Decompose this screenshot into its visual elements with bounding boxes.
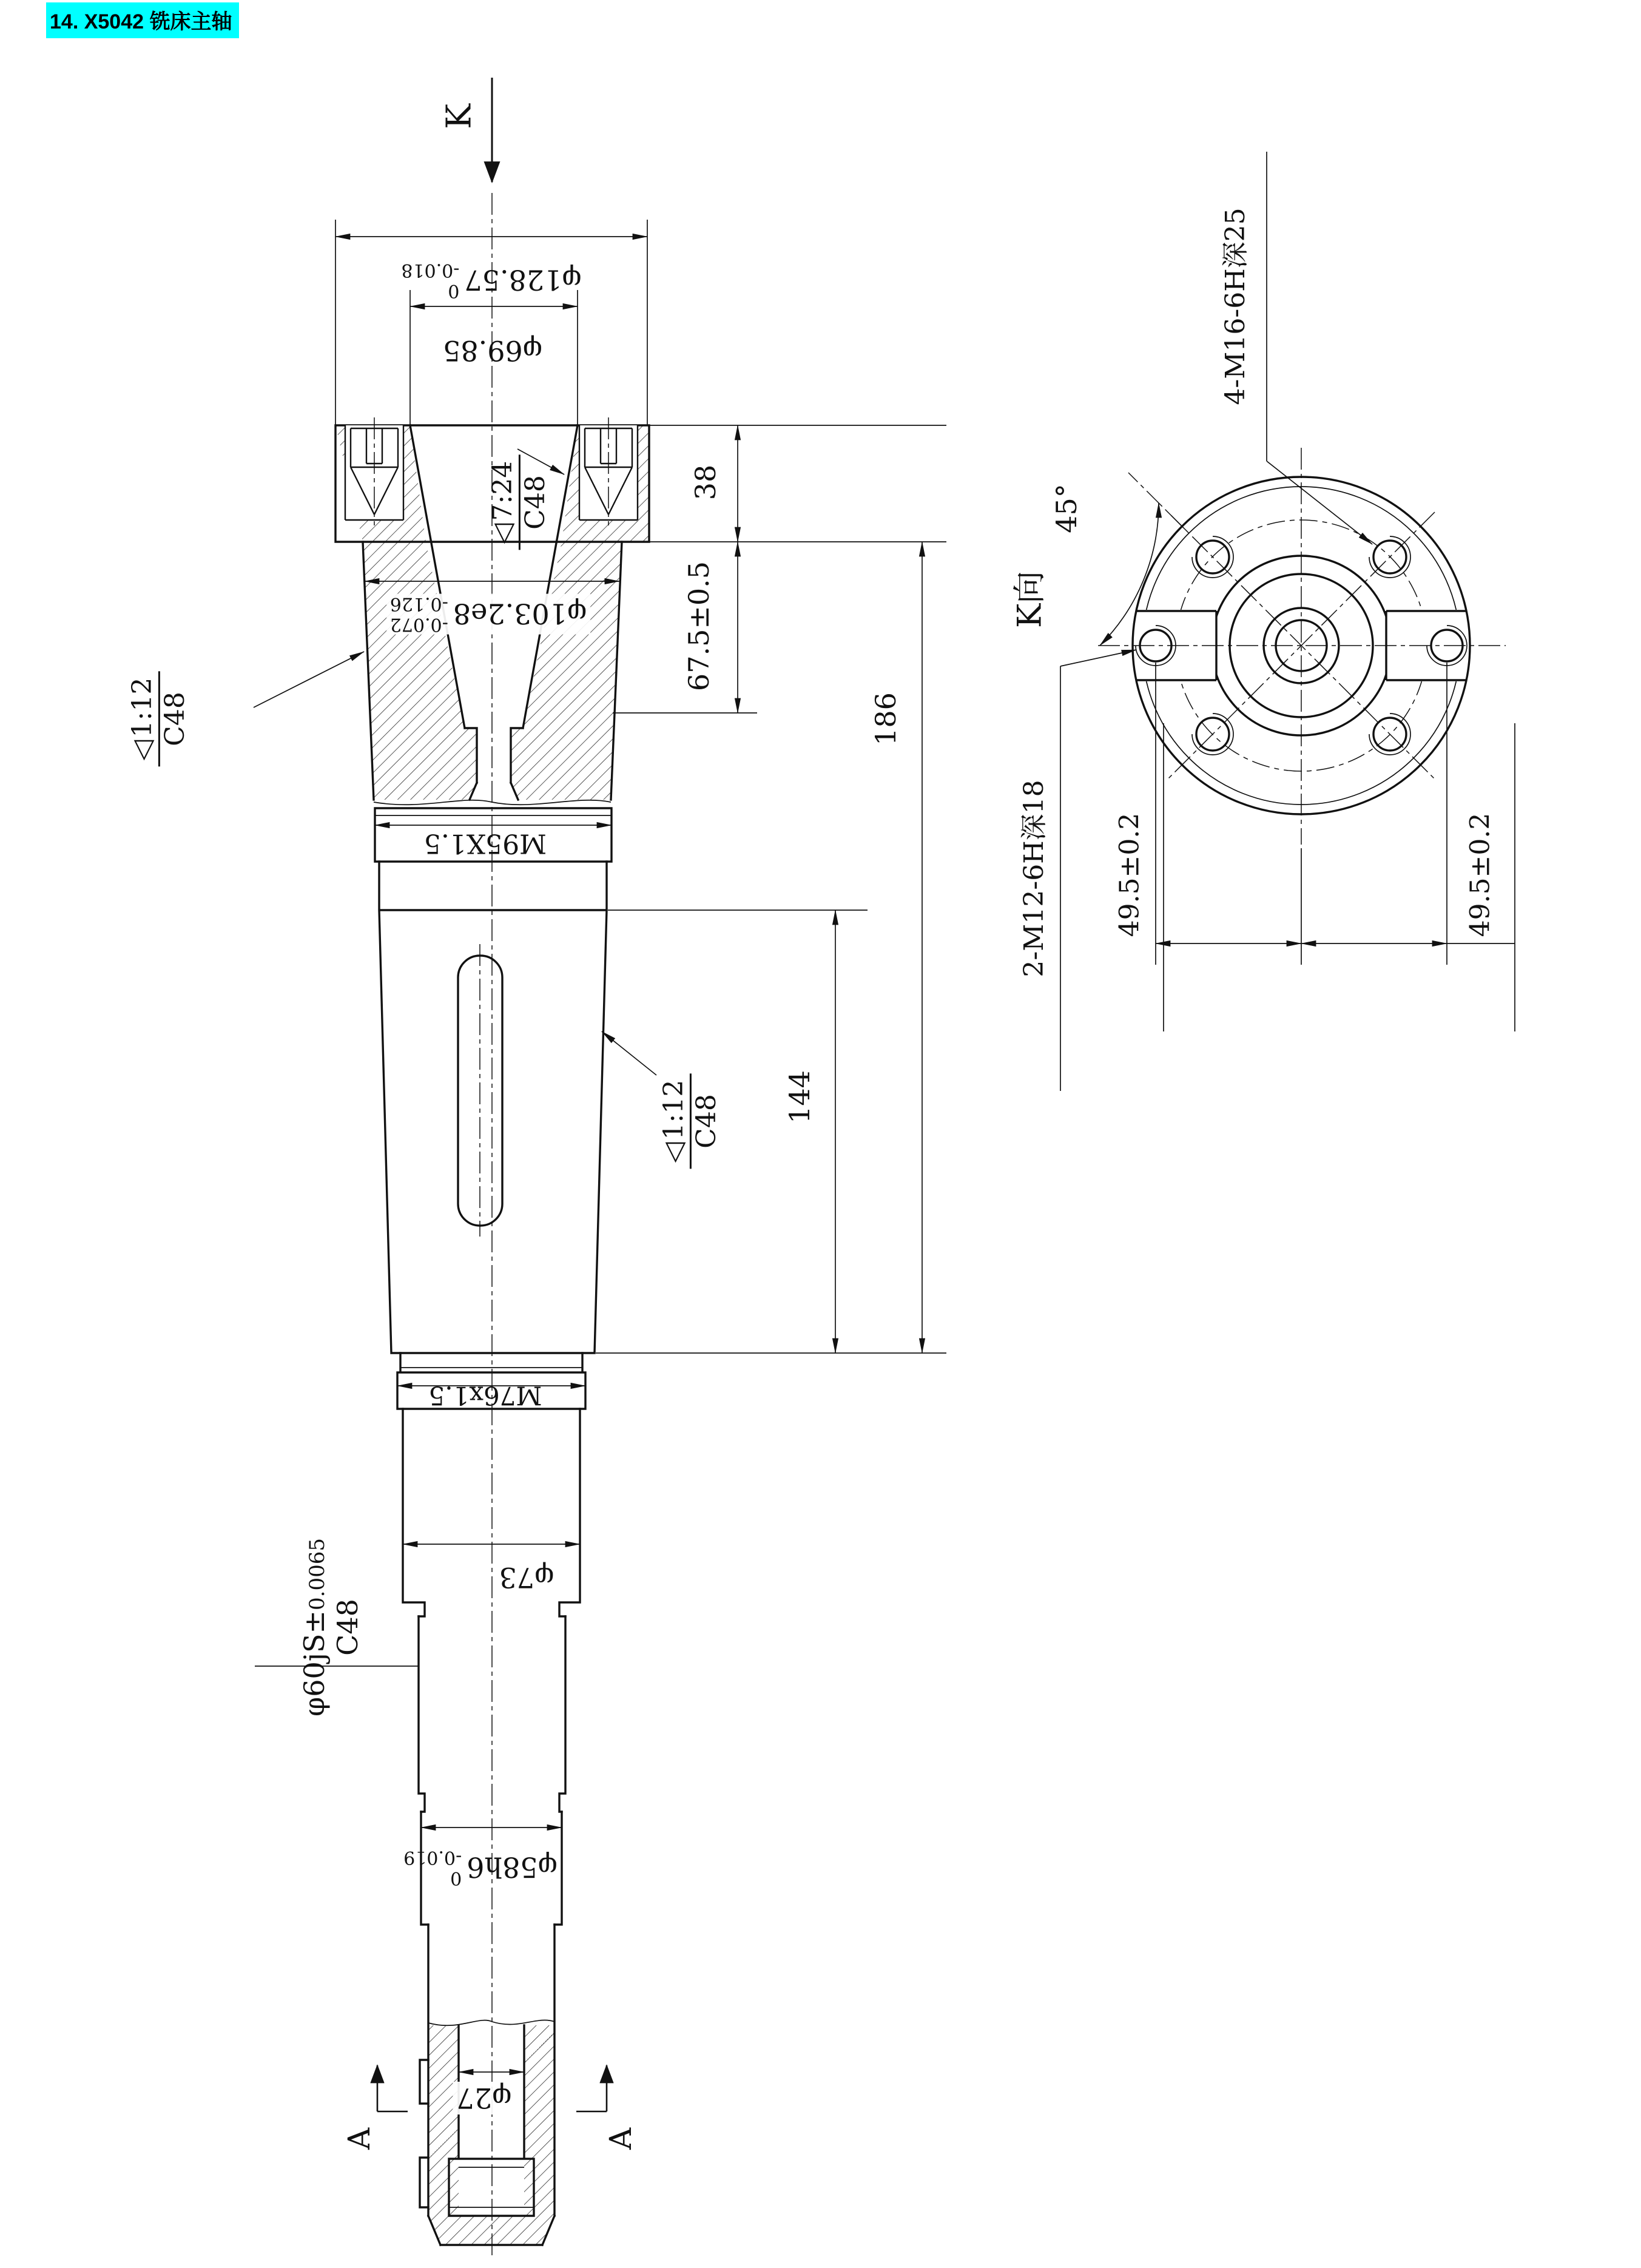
dim-gauge-dia: φ69.85	[443, 334, 542, 367]
dim-flange-thickness: 38	[689, 464, 722, 501]
k-view-label: K向	[1010, 570, 1049, 629]
front-taper-label: ◁ 1:12 C48	[127, 672, 190, 767]
taper-icon: ◁	[487, 523, 518, 544]
dimension-lines	[254, 152, 1515, 2072]
dim-front-journal-tolerance: -0.072 -0.126	[389, 593, 448, 635]
view-arrow-label-k: K	[439, 104, 479, 129]
dim-bore-dia: φ27	[453, 2082, 516, 2114]
k-view-dim-right: 49.5±0.2	[1464, 812, 1496, 937]
dim-length-186: 186	[869, 692, 902, 746]
dim-mid-dia: φ73	[499, 1561, 554, 1594]
k-view-dim-left: 49.5±0.2	[1114, 812, 1145, 937]
dim-rear-journal-tolerance: 0 -0.019	[403, 1847, 462, 1889]
dim-rear-journal-value: φ58h6	[467, 1851, 558, 1884]
k-view-angle-45: 45°	[1050, 484, 1083, 533]
rear-taper-label: ◁ 1:12 C48	[659, 1074, 722, 1169]
dim-gauge-length: 67.5±0.5	[682, 561, 715, 692]
dim-flange-od	[401, 260, 581, 300]
dim-rear-journal	[403, 1847, 558, 1888]
dim-length-144: 144	[783, 1070, 816, 1124]
dim-flange-od-value: φ128.57	[464, 264, 582, 297]
taper-icon: ◁	[126, 740, 158, 761]
k-view-note-m12: 2-M12-6H深18	[1019, 780, 1050, 977]
dim-front-journal-dia	[386, 593, 590, 634]
dim-flange-od-tolerance: 0 -0.018	[401, 260, 460, 302]
page-title: 14. X5042 铣床主轴	[46, 2, 239, 38]
section-label-a-right: A	[603, 2127, 638, 2150]
taper-icon: ◁	[658, 1142, 689, 1163]
bearing-journal-label: φ60jS± 0.0065 C48	[297, 1537, 364, 1717]
internal-taper-label: ◁ 7:24 C48	[488, 455, 551, 550]
thread-rear-label: M76x1.5	[428, 1380, 542, 1411]
dim-front-journal-value: φ103.2e8	[453, 598, 587, 630]
k-view-note-m16: 4-M16-6H深25	[1220, 208, 1251, 405]
thread-front-label: M95X1.5	[423, 828, 547, 859]
section-label-a-left: A	[342, 2127, 377, 2150]
